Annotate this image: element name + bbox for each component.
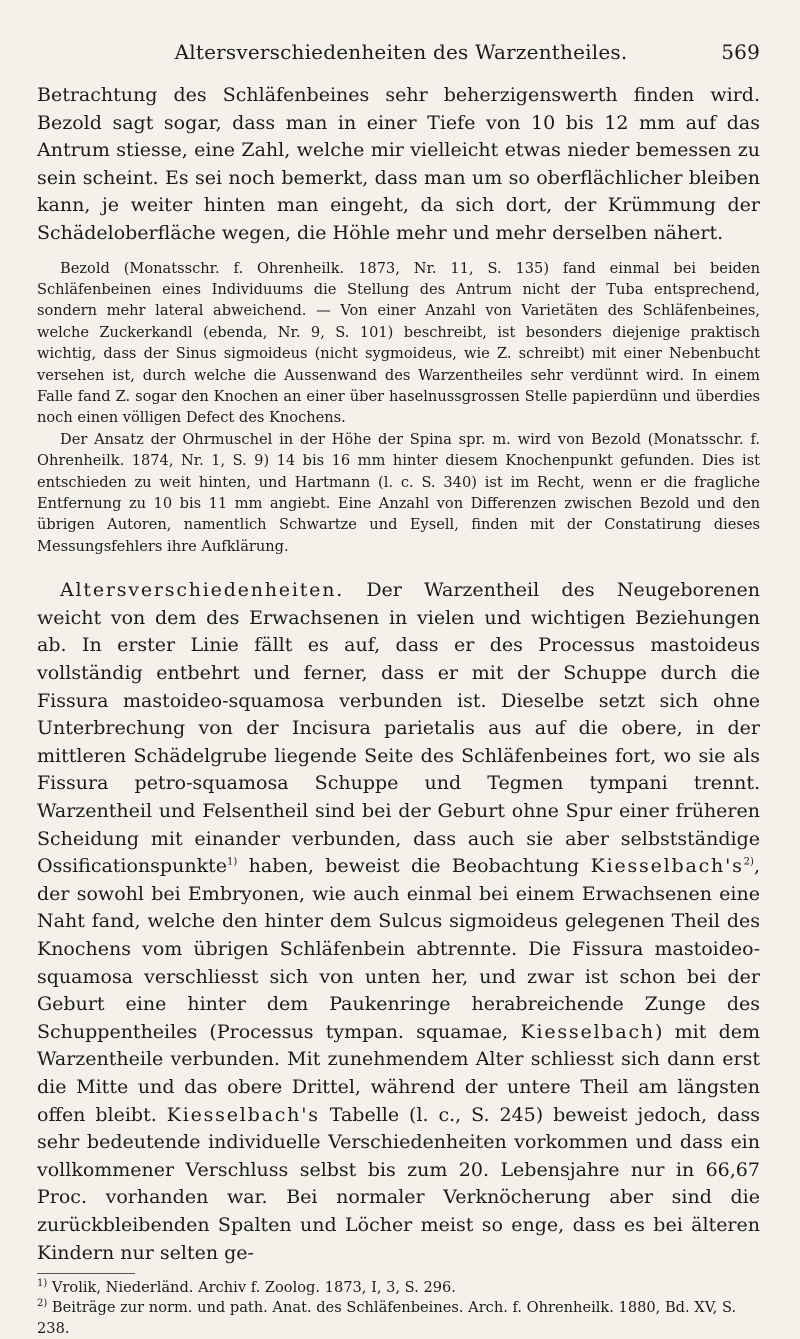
running-header <box>122 40 760 70</box>
paragraph-2-part-e: Tabelle (l. c., S. 245) beweist jedoch, dass sehr bedeutende individuelle Verschiedenheiten vorkommen und dass ein vollkommener Verschluss selbst bis zum 20. Lebensjahre nur in 66,67 Proc. vorhanden war. Bei normaler Verknöcherung aber sind die zurückbleibenden Spalten und Löcher meist so enge, dass es bei älteren Kindern nur selten ge- <box>37 1103 761 1264</box>
paragraph-1: Betrachtung des Schläfenbeines sehr beherzigenswerth finden wird. Bezold sagt sogar, dass man in einer Tiefe von 10 bis 12 mm auf das Antrum stiesse, eine Zahl, welche mir vielleicht etwas nieder bemessen zu sein scheint. Es sei noch bemerkt, dass man um so oberflächlicher bleiben kann, je weiter hinten man eingeht, da sich dort, der Krümmung der Schädeloberfläche wegen, die Höhle mehr und mehr derselben nähert. <box>37 84 760 244</box>
section-heading: Altersverschiedenheiten. <box>60 579 345 602</box>
spacer <box>37 557 760 577</box>
footnote-ref-1: 1) <box>226 856 238 868</box>
page-body <box>37 82 760 1339</box>
author-name-kiesselbach: Kiesselbach's <box>590 855 744 878</box>
footnotes <box>37 1278 760 1339</box>
footnote-mark: 1) <box>37 1278 48 1290</box>
page-number: 569 <box>721 40 760 64</box>
spacer <box>37 248 760 258</box>
running-title: Altersverschiedenheiten des Warzentheiles. <box>174 40 628 64</box>
footnote-text: Vrolik, Niederländ. Archiv f. Zoolog. 1873, I, 3, S. 296. <box>51 1279 456 1297</box>
paragraph-2-part-d: ) mit dem Warzentheile verbunden. Mit zunehmendem Alter schliesst sich dann erst die Mitte und das obere Drittel, während der untere Theil am längsten offen bleibt. <box>37 1020 760 1126</box>
small-paragraph-2: Der Ansatz der Ohrmuschel in der Höhe der Spina spr. m. wird von Bezold (Monatsschr. f. Ohrenheilk. 1874, Nr. 1, S. 9) 14 bis 16 mm hinter diesem Knochenpunkt gefunden. Dies ist entschieden zu weit hinten, und Hartmann (l. c. S. 340) ist im Recht, wenn er die fragliche Entfernung zu 10 bis 11 mm angiebt. Eine Anzahl von Differenzen zwischen Bezold und den übrigen Autoren, namentlich Schwartze und Eysell, finden mit der Constatirung dieses Messungsfehlers ihre Aufklärung. <box>37 430 760 555</box>
footnote-ref-2: 2) <box>743 856 754 868</box>
footnote-2 <box>37 1298 760 1338</box>
author-name-kiesselbach-2: Kiesselbach <box>520 1020 655 1043</box>
footnote-divider <box>37 1273 135 1274</box>
paragraph-2-part-b: haben, beweist die Beobachtung <box>248 855 580 878</box>
paragraph-2 <box>37 577 760 1267</box>
footnote-1 <box>37 1278 760 1298</box>
footnote-mark: 2) <box>37 1298 48 1310</box>
paragraph-2-part-a: Der Warzentheil des Neugeborenen weicht von dem des Erwachsenen in vielen und wichtigen Beziehungen ab. In erster Linie fällt es auf, dass er des Processus mastoideus vollständig entbehrt und ferner, dass er mit der Schuppe durch die Fissura mastoideo-squamosa verbunden ist. Dieselbe setzt sich ohne Unterbrechung von der Incisura parietalis aus auf die obere, in der mittleren Schädelgrube liegende Seite des Schläfenbeines fort, wo sie als Fissura petro-squamosa Schuppe und Tegmen tympani trennt. Warzentheil und Felsentheil sind bei der Geburt ohne Spur einer früheren Scheidung mit einander verbunden, dass auch sie aber selbstständige Ossificationspunkte <box>37 579 760 878</box>
author-name-kiesselbach-3: Kiesselbach's <box>166 1103 320 1126</box>
footnote-text: Beiträge zur norm. und path. Anat. des Schläfenbeines. Arch. f. Ohrenheilk. 1880, Bd. XV, S. 238. <box>37 1299 737 1337</box>
paragraph-2-part-c: , der sowohl bei Embryonen, wie auch einmal bei einem Erwachsenen eine Naht fand, welche den hinter dem Sulcus sigmoideus gelegenen Theil des Knochens vom übrigen Schläfenbein abtrennte. Die Fissura mastoideo-squamosa verschliesst sich von unten her, und zwar ist schon bei der Geburt eine hinter dem Paukenringe herabreichende Zunge des Schuppentheiles (Processus tympan. squamae, <box>37 855 760 1043</box>
small-paragraph-1: Bezold (Monatsschr. f. Ohrenheilk. 1873, Nr. 11, S. 135) fand einmal bei beiden Schläfenbeinen eines Individuums die Stellung des Antrum nicht der Tuba entsprechend, sondern mehr lateral abweichend. — Von einer Anzahl von Varietäten des Schläfenbeines, welche Zuckerkandl (ebenda, Nr. 9, S. 101) beschreibt, ist besonders diejenige praktisch wichtig, dass der Sinus sigmoideus (nicht sygmoideus, wie Z. schreibt) mit einer Nebenbucht versehen ist, durch welche die Aussenwand des Warzentheiles sehr verdünnt wird. In einem Falle fand Z. sogar den Knochen an einer über haselnussgrossen Stelle papierdünn und überdies noch einen völligen Defect des Knochens. <box>37 259 760 427</box>
